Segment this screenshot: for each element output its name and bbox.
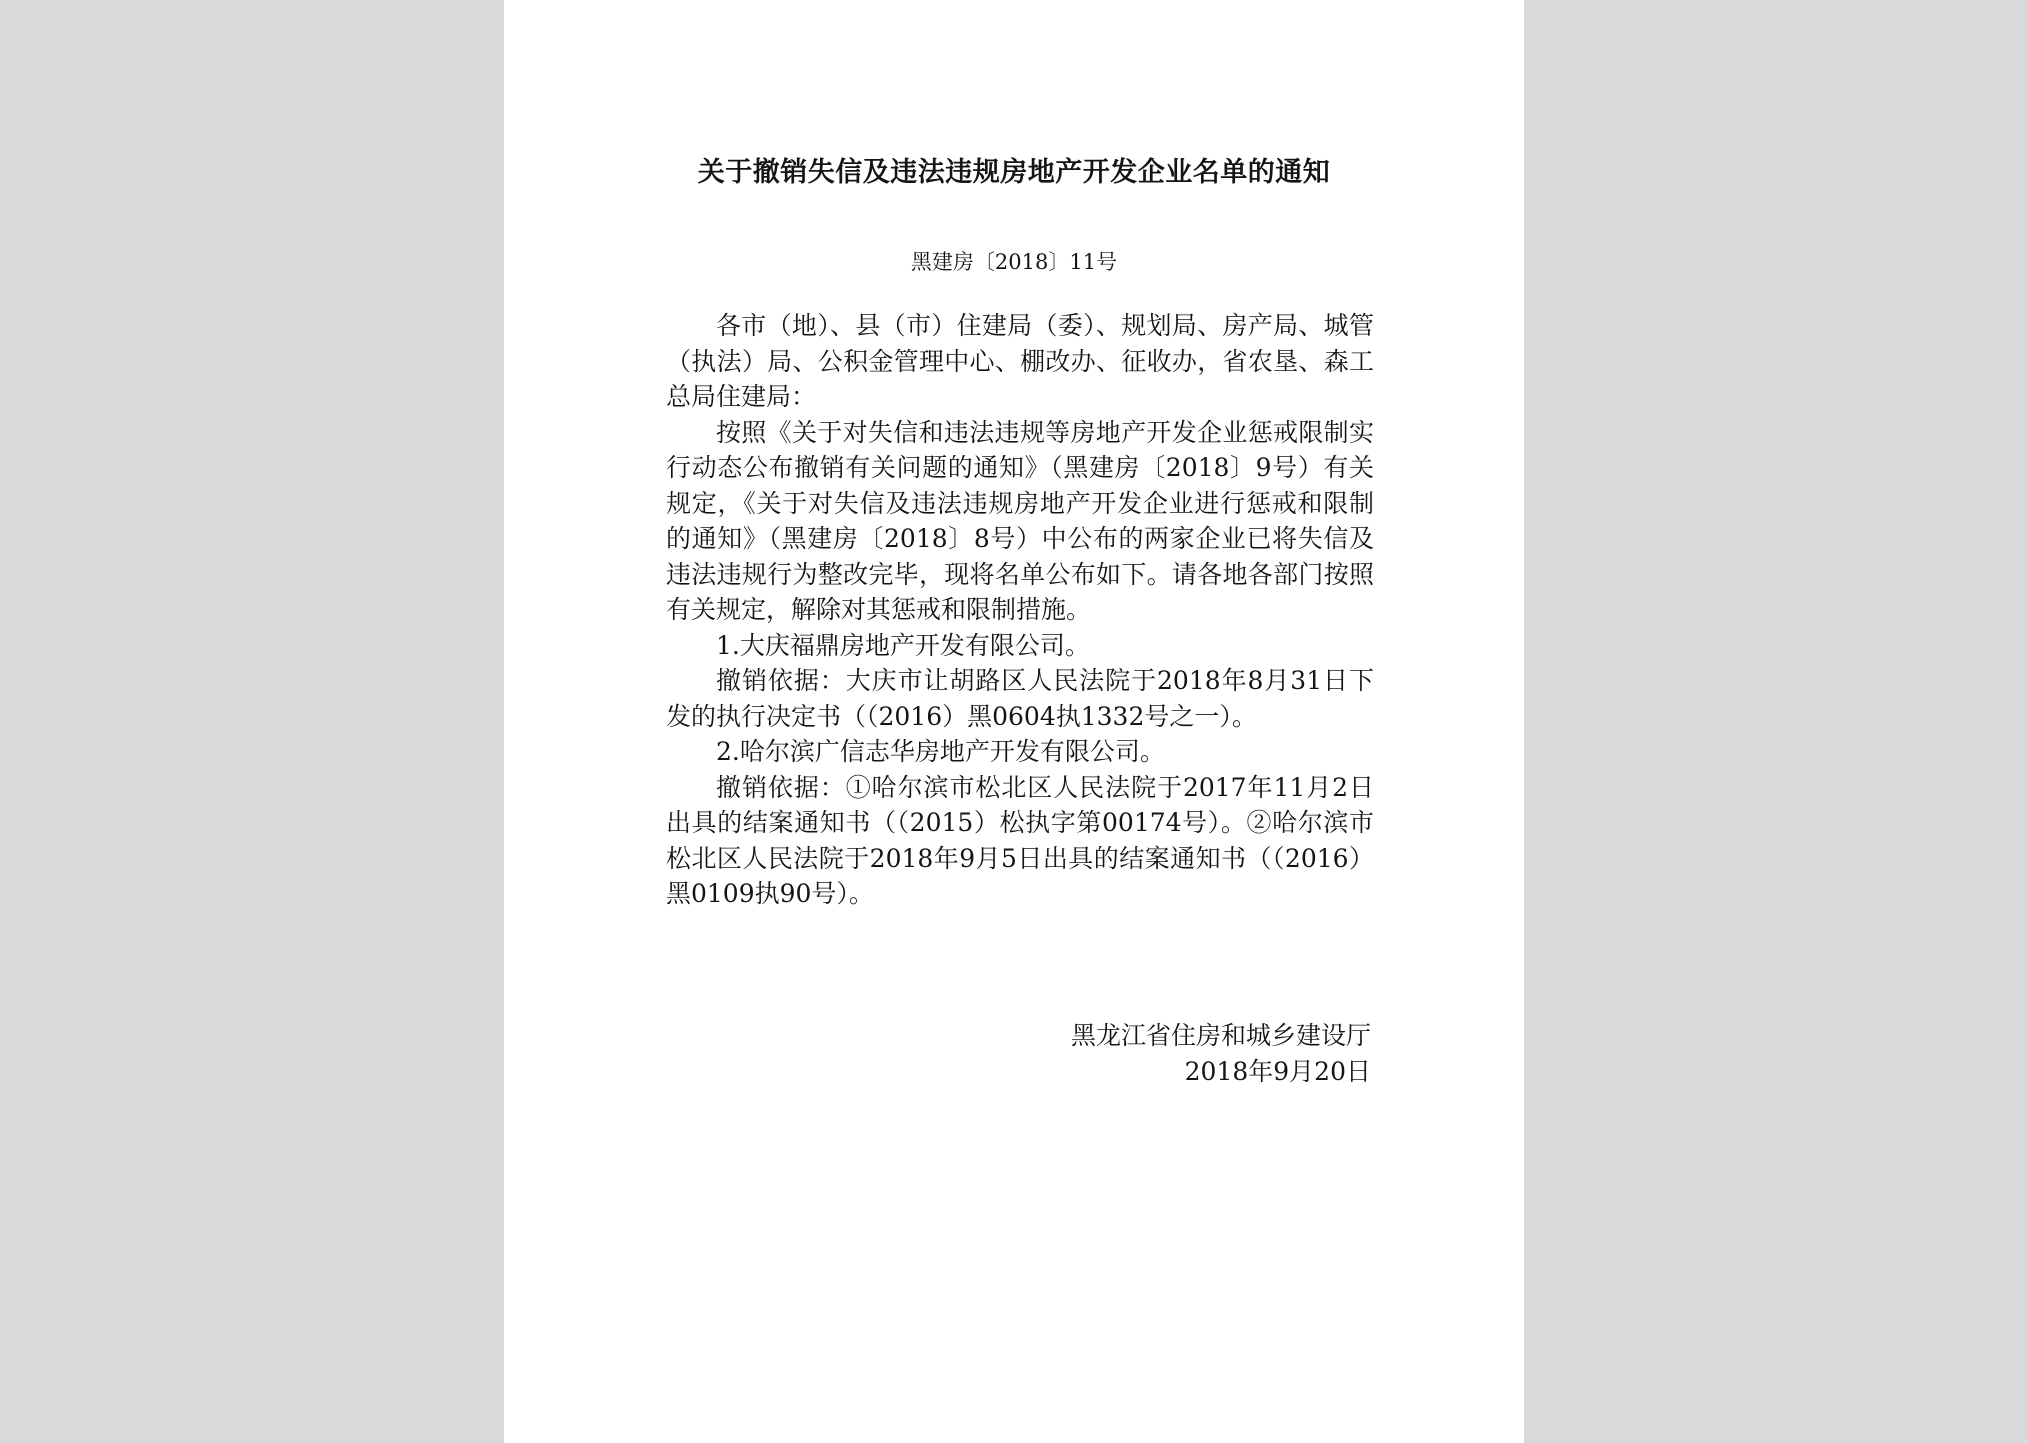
document-title: 关于撤销失信及违法违规房地产开发企业名单的通知 (697, 157, 1331, 188)
document-number: 黑建房〔2018〕11号 (910, 250, 1118, 274)
addressee-paragraph: 各市（地）、县（市）住建局（委）、规划局、房产局、城管（执法）局、公积金管理中心、棚改办、征收办，省农垦、森工总局住建局： (666, 311, 1374, 411)
body-paragraph: 按照《关于对失信和违法违规等房地产开发企业惩戒限制实行动态公布撤销有关问题的通知》（黑建房〔2018〕9号）有关规定，《关于对失信及违法违规房地产开发企业进行惩戒和限制的通知》（黑建房〔2018〕8号）中公布的两家企业已将失信及违法违规行为整改完毕，现将名单公布如下。请各地各部门按照有关规定，解除对其惩戒和限制措施。 (666, 417, 1374, 624)
revocation-basis-2: 撤销依据：①哈尔滨市松北区人民法院于2017年11月2日出具的结案通知书（（2015）松执字第00174号）。②哈尔滨市松北区人民法院于2018年9月5日出具的结案通知书（（2016）黑0109执90号）。 (666, 772, 1374, 908)
list-item-company-2: 2.哈尔滨广信志华房地产开发有限公司。 (716, 737, 1165, 766)
issuing-organization: 黑龙江省住房和城乡建设厅 (1070, 1021, 1371, 1050)
list-item-company-1: 1.大庆福鼎房地产开发有限公司。 (716, 630, 1090, 660)
signature-block (1071, 1018, 1371, 1089)
revocation-basis-1: 撤销依据：大庆市让胡路区人民法院于2018年8月31日下发的执行决定书（（2016）黑0604执1332号之一）。 (666, 666, 1374, 731)
issue-date: 2018年9月20日 (1184, 1056, 1371, 1086)
document-page (504, 0, 1524, 1443)
document-body (666, 308, 1374, 912)
